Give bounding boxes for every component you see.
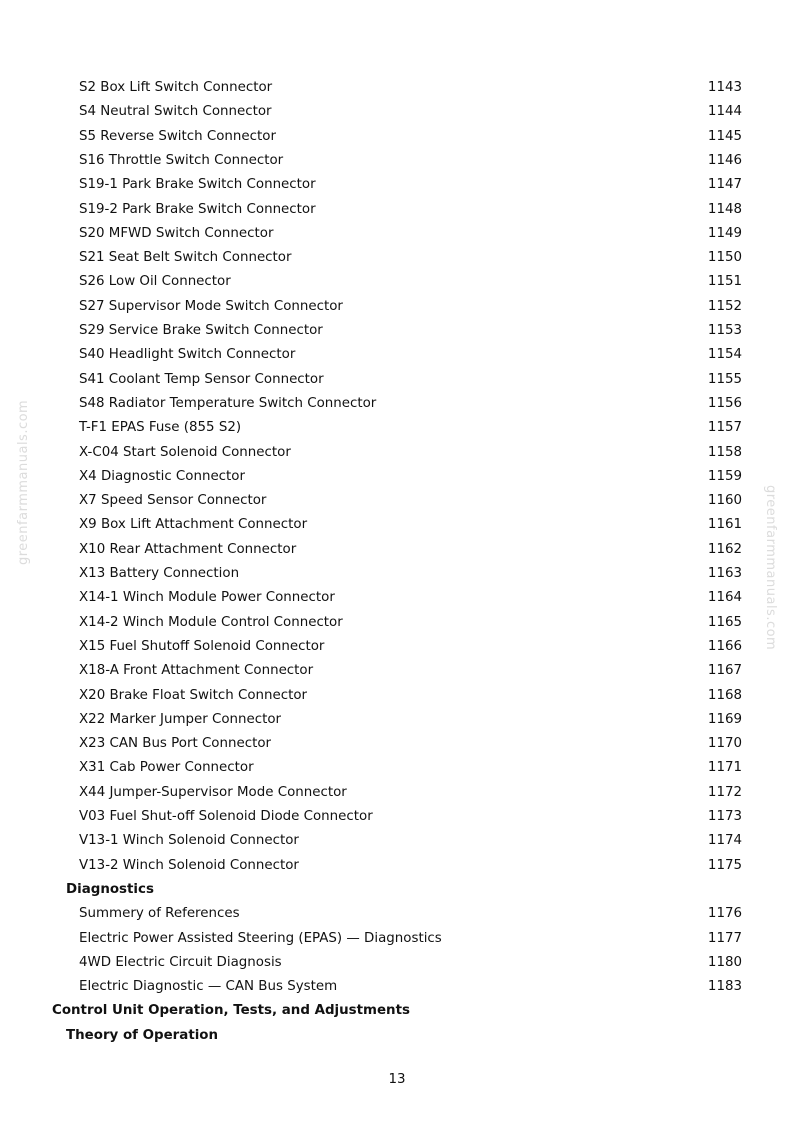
toc-entry-page-number: 1161: [707, 517, 742, 533]
toc-entry-page-number: 1164: [707, 590, 742, 606]
watermark-right: greenfarmmanuals.com: [763, 485, 778, 651]
toc-entry-title: Theory of Operation: [66, 1027, 219, 1043]
toc-entry-page-number: 1169: [707, 711, 742, 727]
toc-entry-title: S19-1 Park Brake Switch Connector: [79, 177, 316, 193]
toc-entry-page-number: 1174: [707, 833, 742, 849]
toc-entry-page-number: 1173: [707, 809, 742, 824]
toc-entry-page-number: 1162: [707, 541, 742, 557]
toc-entry-page-number: 1145: [707, 128, 742, 144]
toc-entry-title: X23 CAN Bus Port Connector: [79, 736, 272, 752]
toc-entry-title: S20 MFWD Switch Connector: [79, 225, 274, 241]
toc-entry-page-number: 1158: [707, 444, 742, 460]
toc-entry-title: X10 Rear Attachment Connector: [79, 541, 297, 557]
toc-entry-page-number: 1154: [707, 347, 742, 363]
toc-entry-title: S27 Supervisor Mode Switch Connector: [79, 298, 343, 314]
toc-entry-page-number: 1146: [707, 152, 742, 168]
page-number: 13: [388, 1072, 406, 1087]
toc-entry-title: X14-2 Winch Module Control Connector: [79, 614, 343, 630]
toc-entry-title: V13-1 Winch Solenoid Connector: [79, 833, 299, 849]
toc-entry-page-number: 1172: [707, 784, 742, 800]
toc-entry-title: S29 Service Brake Switch Connector: [79, 323, 323, 338]
toc-entry-page-number: 1167: [707, 663, 742, 679]
toc-entry-title: X13 Battery Connection: [79, 566, 240, 581]
toc-entry-title: X44 Jumper-Supervisor Mode Connector: [79, 784, 347, 800]
toc-entry-page-number: 1159: [707, 468, 742, 484]
toc-entry-page-number: 1148: [707, 201, 742, 217]
toc-entry-page-number: 1150: [707, 250, 742, 266]
toc-entry-page-number: 1153: [707, 323, 742, 338]
toc-entry-page-number: 1144: [707, 104, 742, 120]
toc-entry-title: X7 Speed Sensor Connector: [79, 493, 267, 509]
toc-entry-page-number: 1157: [707, 420, 742, 436]
toc-entry-title: X22 Marker Jumper Connector: [79, 711, 282, 727]
toc-entry-title: X31 Cab Power Connector: [79, 760, 254, 776]
toc-entry-title: S40 Headlight Switch Connector: [79, 347, 296, 363]
toc-entry-page-number: 1170: [707, 736, 742, 752]
toc-entry-page-number: 1156: [707, 395, 742, 411]
toc-entry-title: S16 Throttle Switch Connector: [79, 152, 284, 168]
toc-entry-title: S19-2 Park Brake Switch Connector: [79, 201, 316, 217]
toc-entry-title: Control Unit Operation, Tests, and Adjustments: [52, 1003, 410, 1019]
toc-entry-title: X20 Brake Float Switch Connector: [79, 687, 308, 703]
toc-entry-page-number: 1143: [707, 80, 742, 95]
toc-entry-title: S48 Radiator Temperature Switch Connector: [79, 395, 377, 411]
toc-entry-page-number: 1180: [707, 954, 742, 970]
toc-entry-title: S2 Box Lift Switch Connector: [79, 80, 273, 95]
toc-entry-title: T-F1 EPAS Fuse (855 S2): [79, 420, 242, 436]
toc-entry-page-number: 1163: [707, 566, 742, 581]
toc-entry-page-number: 1166: [707, 638, 742, 654]
toc-entry-title: S21 Seat Belt Switch Connector: [79, 250, 292, 266]
watermark-left: greenfarmmanuals.com: [16, 399, 31, 565]
toc-entry-title: S4 Neutral Switch Connector: [79, 104, 272, 120]
toc-entry-page-number: 1183: [707, 979, 742, 995]
toc-entry-title: Summery of References: [79, 906, 240, 922]
toc-entry-title: X14-1 Winch Module Power Connector: [79, 590, 335, 606]
toc-entry-page-number: 1149: [707, 225, 742, 241]
toc-entry-page-number: 1152: [707, 298, 742, 314]
toc-entry-title: Electric Diagnostic — CAN Bus System: [79, 979, 338, 995]
toc-entry-title: Diagnostics: [66, 881, 154, 897]
toc-entry-title: X9 Box Lift Attachment Connector: [79, 517, 308, 533]
toc-entry-title: V13-2 Winch Solenoid Connector: [79, 857, 299, 873]
toc-entry-title: S26 Low Oil Connector: [79, 274, 231, 290]
toc-entry-title: 4WD Electric Circuit Diagnosis: [79, 954, 282, 970]
toc-entry-page-number: 1155: [707, 371, 742, 387]
toc-entry-page-number: 1151: [707, 274, 742, 290]
toc-entry-page-number: 1171: [707, 760, 742, 776]
toc-entry-page-number: 1147: [707, 177, 742, 193]
toc-entry-title: Electric Power Assisted Steering (EPAS) — Diagnostics: [79, 930, 442, 946]
toc-entry-page-number: 1177: [707, 930, 742, 946]
toc-entry-title: X15 Fuel Shutoff Solenoid Connector: [79, 638, 325, 654]
toc-entry-page-number: 1160: [707, 493, 742, 509]
toc-entry-title: S41 Coolant Temp Sensor Connector: [79, 371, 324, 387]
toc-entry-title: S5 Reverse Switch Connector: [79, 128, 276, 144]
toc-entry-title: V03 Fuel Shut-off Solenoid Diode Connector: [79, 809, 373, 824]
toc-entry-page-number: 1175: [707, 857, 742, 873]
toc-entry-title: X18-A Front Attachment Connector: [79, 663, 314, 679]
toc-entry-title: X-C04 Start Solenoid Connector: [79, 444, 291, 460]
toc-entry-page-number: 1165: [707, 614, 742, 630]
toc-entry-title: X4 Diagnostic Connector: [79, 468, 245, 484]
toc-entry-page-number: 1168: [707, 687, 742, 703]
toc-entry-page-number: 1176: [707, 906, 742, 922]
